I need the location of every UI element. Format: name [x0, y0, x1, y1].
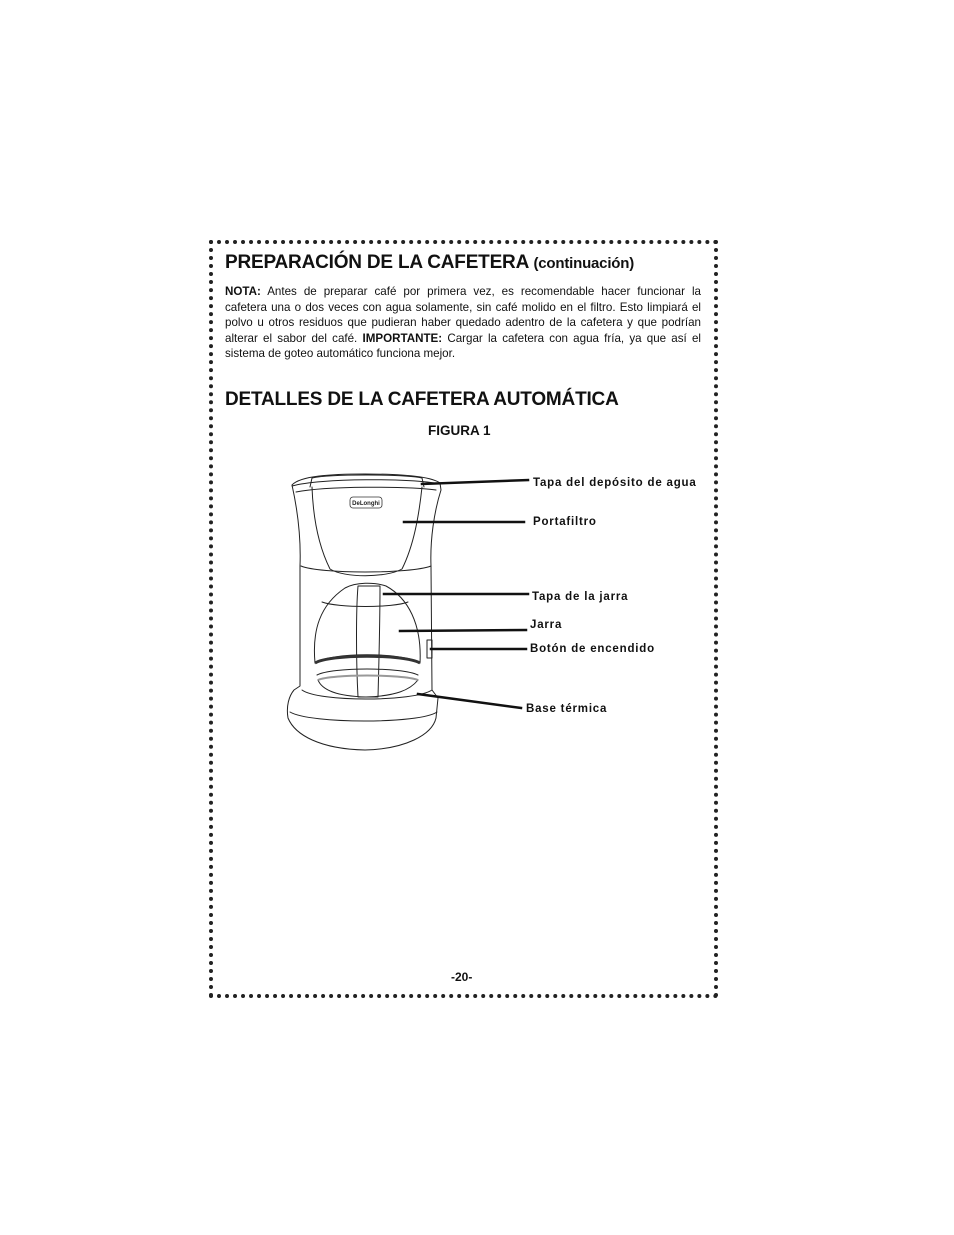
heading-continuation: (continuación): [533, 255, 635, 272]
important-label: IMPORTANTE:: [362, 331, 443, 345]
label-power-button: Botón de encendido: [530, 643, 655, 655]
important-text: Cargar la cafetera con agua fría, ya que así el sistema de goteo automático funciona mejor.: [225, 331, 701, 360]
note-text: Antes de preparar café por primera vez, es recomendable hacer funcionar la cafetera una o dos veces con agua solamente, sin café molido en el filtro. Esto limpiará el polvo u otros residuos que pudieran haber quedado adentro de la cafetera y que podrían alterar el sabor del café.: [225, 285, 701, 345]
section-heading-details: DETALLES DE LA CAFETERA AUTOMÁTICA: [225, 389, 619, 410]
page-number: -20-: [451, 970, 473, 984]
label-carafe: Jarra: [530, 619, 563, 631]
reservoir-lid-shape: [292, 480, 440, 486]
label-filter-holder: Portafiltro: [533, 516, 597, 528]
label-carafe-lid: Tapa de la jarra: [532, 591, 629, 603]
leader-line-carafe: [400, 630, 526, 631]
figure-title: FIGURA 1: [428, 423, 491, 438]
leader-line-heating-base: [418, 694, 521, 708]
note-label: NOTA:: [225, 285, 261, 298]
heading-main: PREPARACIÓN DE LA CAFETERA: [225, 252, 529, 273]
brand-logo-text: DeLonghi: [352, 501, 380, 507]
label-heating-base: Base térmica: [526, 703, 608, 715]
label-reservoir-lid: Tapa del depósito de agua: [533, 477, 697, 489]
